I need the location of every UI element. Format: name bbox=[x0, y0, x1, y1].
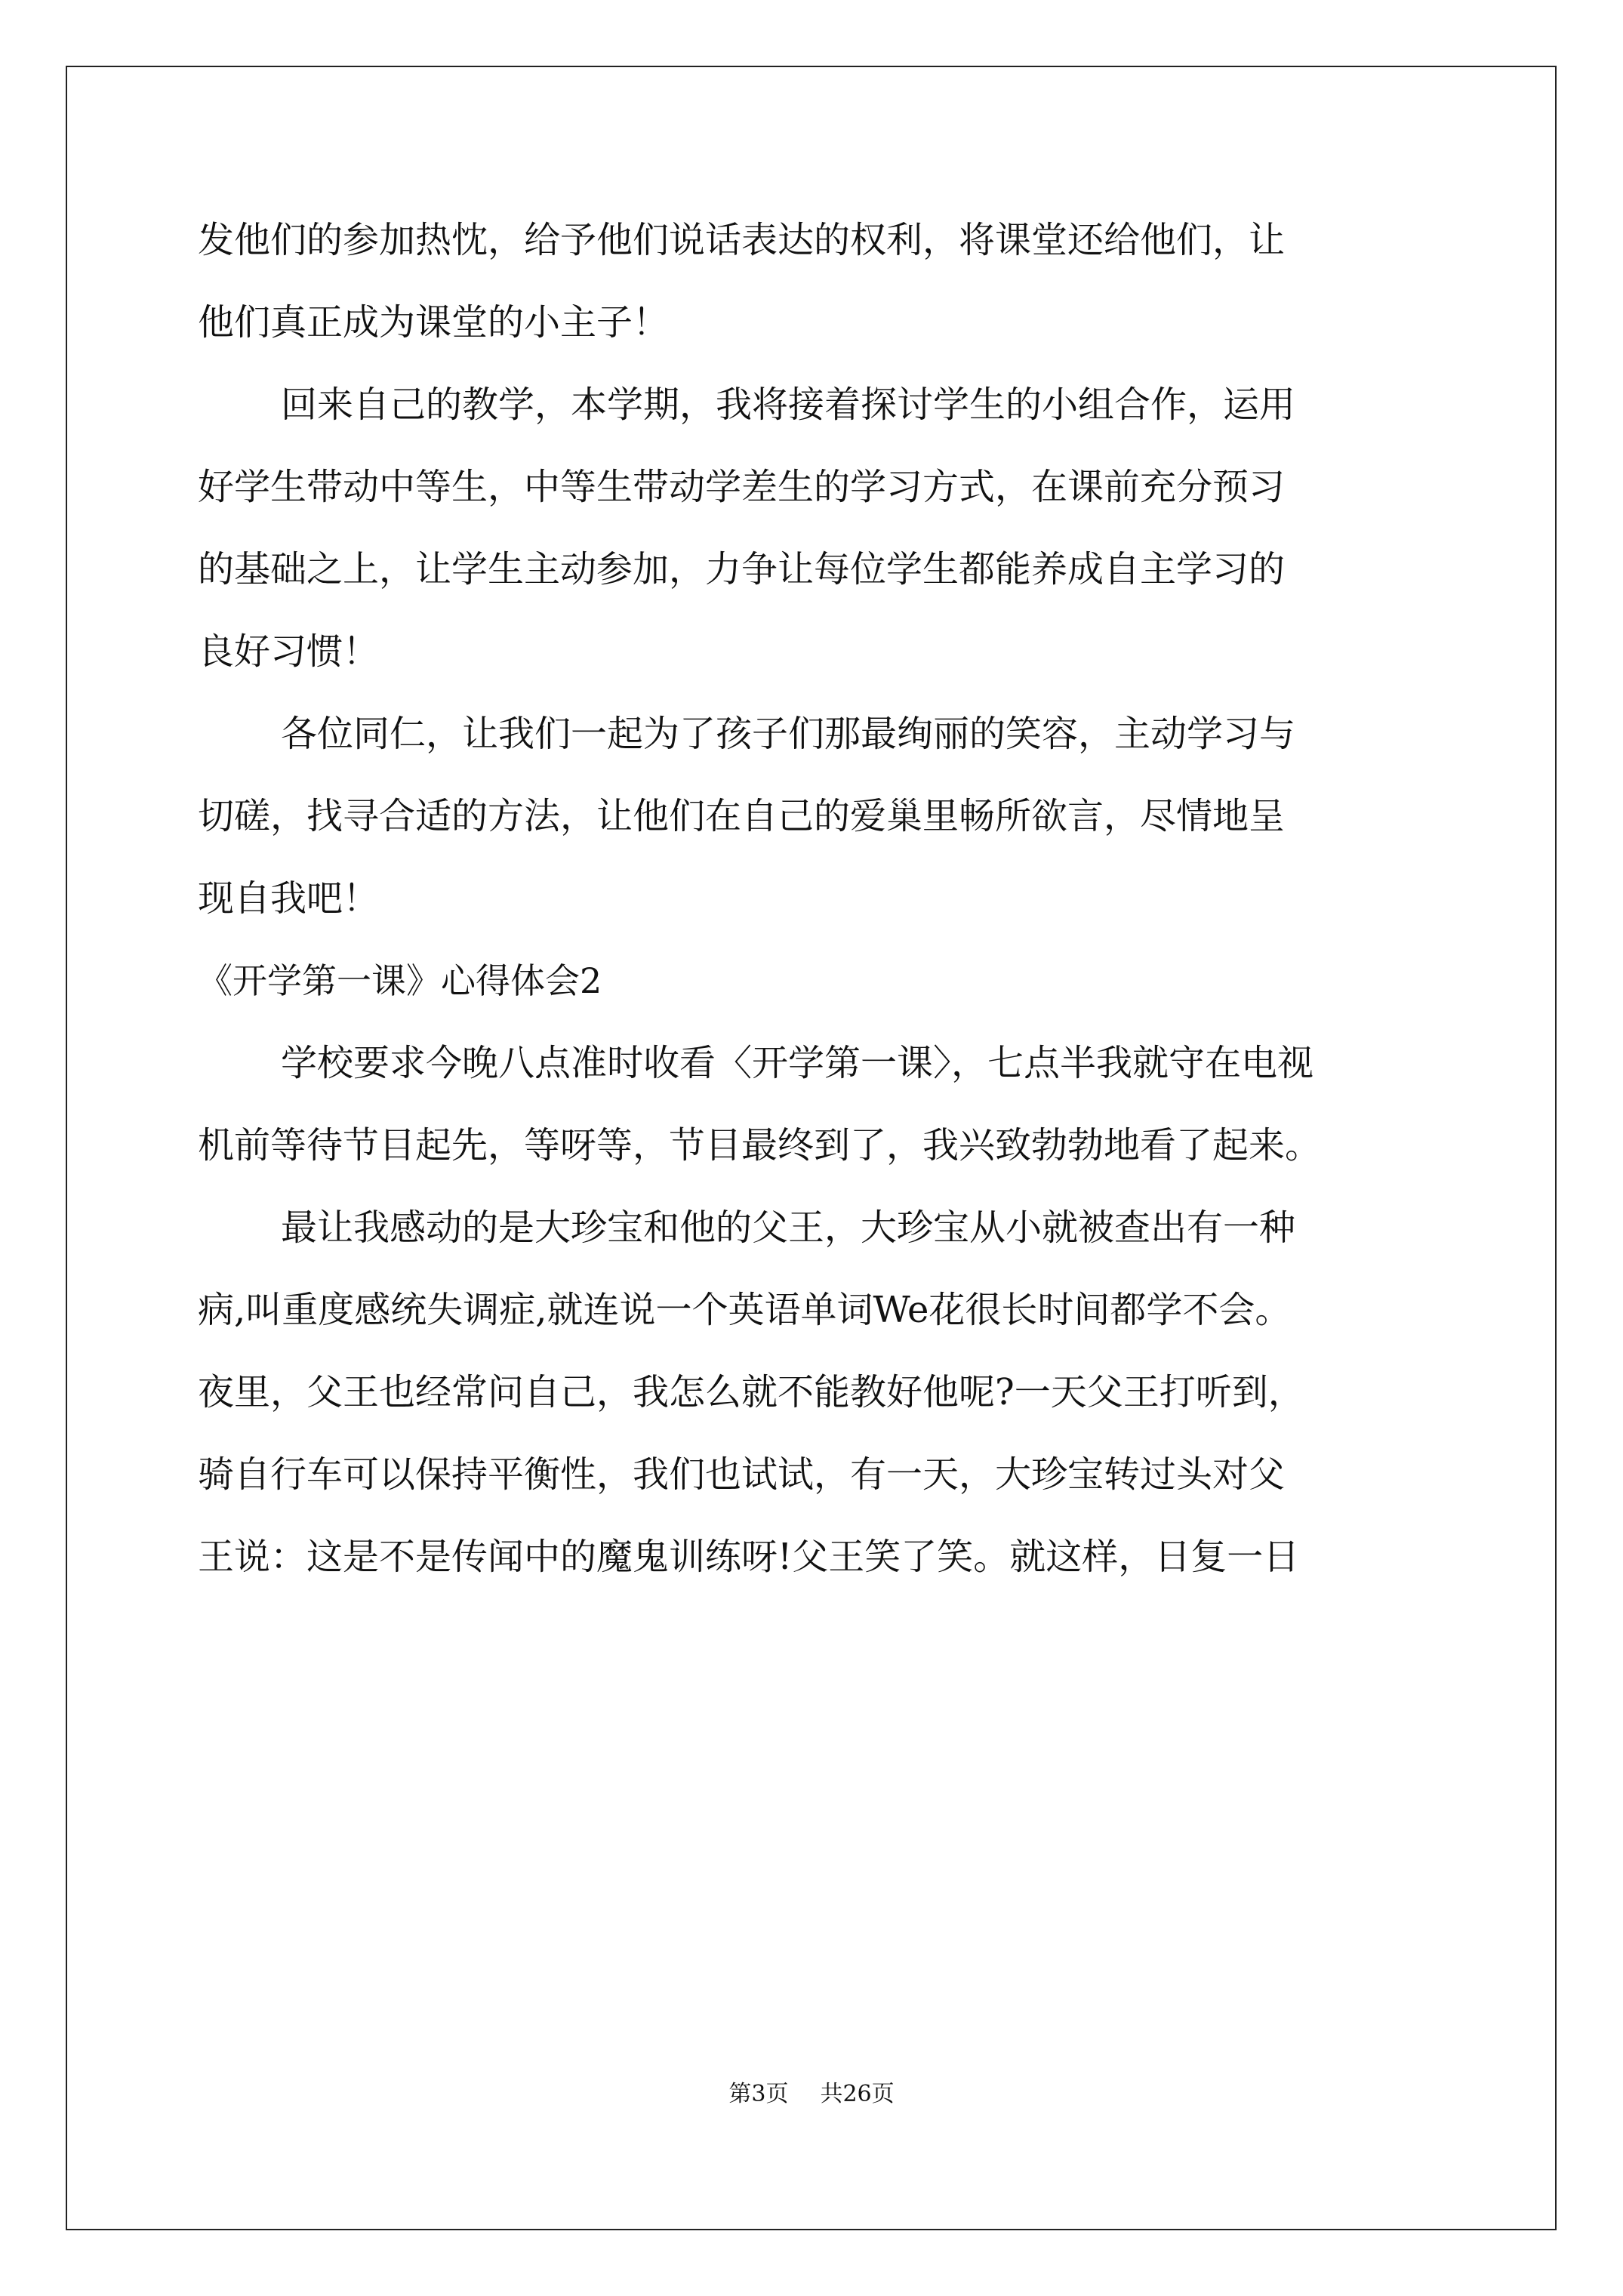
text-line: 王说：这是不是传闻中的魔鬼训练呀!父王笑了笑。就这样，日复一日 bbox=[198, 1536, 1300, 1578]
text-line: 机前等待节目起先，等呀等，节目最终到了，我兴致勃勃地看了起来。 bbox=[198, 1124, 1322, 1166]
text-line: 好学生带动中等生，中等生带动学差生的学习方式，在课前充分预习 bbox=[198, 466, 1286, 508]
page-total: 共26页 bbox=[820, 2081, 895, 2107]
text-line: 骑自行车可以保持平衡性，我们也试试，有一天，大珍宝转过头对父 bbox=[198, 1453, 1286, 1496]
text-line: 发他们的参加热忱，给予他们说话表达的权利，将课堂还给他们，让 bbox=[198, 219, 1286, 261]
text-line: 夜里，父王也经常问自己，我怎么就不能教好他呢?一天父王打听到， bbox=[198, 1371, 1304, 1413]
text-line: 现自我吧！ bbox=[198, 877, 380, 920]
text-line: 良好习惯！ bbox=[198, 630, 380, 673]
text-line: 病,叫重度感统失调症,就连说一个英语单词We花很长时间都学不会。 bbox=[198, 1289, 1292, 1331]
text-line: 的基础之上，让学生主动参加，力争让每位学生都能养成自主学习的 bbox=[198, 548, 1286, 590]
page-number: 第3页 bbox=[728, 2081, 789, 2107]
paragraph-start-line: 回来自己的教学，本学期，我将接着探讨学生的小组合作，运用 bbox=[281, 384, 1296, 426]
paragraph-start-line: 学校要求今晚八点准时收看〈开学第一课〉，七点半我就守在电视 bbox=[281, 1042, 1314, 1084]
paragraph-start-line: 最让我感动的是大珍宝和他的父王，大珍宝从小就被查出有一种 bbox=[281, 1207, 1296, 1249]
paragraph-start-line: 各位同仁，让我们一起为了孩子们那最绚丽的笑容，主动学习与 bbox=[281, 713, 1296, 755]
text-line: 切磋，找寻合适的方法，让他们在自己的爱巢里畅所欲言，尽情地呈 bbox=[198, 795, 1286, 837]
document-body bbox=[198, 219, 1443, 1618]
section-heading: 《开学第一课》心得体会2 bbox=[198, 960, 602, 1001]
text-line: 他们真正成为课堂的小主子！ bbox=[198, 301, 670, 344]
page-footer bbox=[0, 2079, 1623, 2110]
